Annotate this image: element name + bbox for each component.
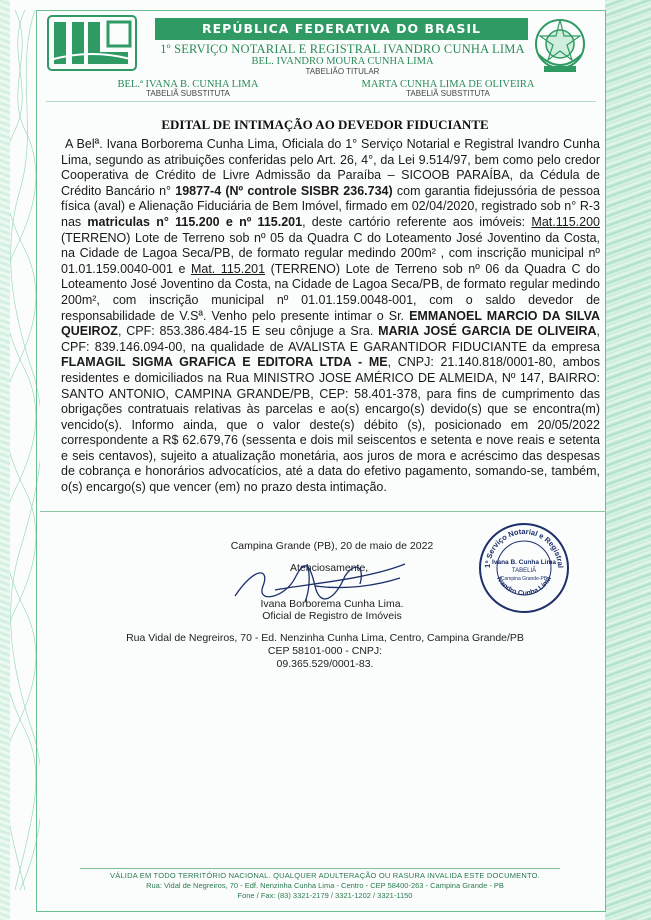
security-border-left [0,0,10,920]
body-text-segment: (TERRENO) Lote de Terreno sob nº 05 da Quadra C do Loteamento José Joventino da Costa, na Cidade de Lagoa Seca/PB, de formato regular medindo 200m² , com inscrição municipal nº 01.01.159.0040-001 e [61,230,600,276]
body-text-segment: , deste cartório referente aos imóveis: [302,214,526,229]
substitute-right-name: MARTA CUNHA LIMA DE OLIVEIRA [361,79,535,90]
footer-phone: Fone / Fax: (83) 3321-2179 / 3321-1202 / 3321-1150 [237,891,413,900]
stamp-bottom-text: Ivandro Cunha Lima [495,575,553,598]
republic-banner: REPÚBLICA FEDERATIVA DO BRASIL [155,18,528,40]
document-body [61,137,600,496]
office-cnpj-number: 09.365.529/0001-83. [276,658,374,670]
substitute-right-role: TABELIÃ SUBSTITUTA [406,89,490,98]
spouse-name: MARIA JOSÉ GARCIA DE OLIVEIRA [378,324,597,339]
body-text-segment: A Belª. Ivana Borborema Cunha Lima, Oficiala do 1° Serviço Notarial e Registral Ivandro Cunha Lima, segundo as atribuições conferidas pelo Art. 26, 4°, da Lei 9.514/97, bem como pelo credor Cooperativa de Crédito de Livre Admissão da Paraíba – SICOOB PARAÍBA, da Cédula de Crédito Bancário n° [61,137,600,198]
stamp-top-text: 1º Serviço Notarial e Registral [482,526,566,569]
office-cep-cnpj: CEP 58101-000 - CNPJ: [267,645,383,657]
stamp-name: Ivana B. Cunha Lima [492,559,556,566]
body-text-segment: , CNPJ: 21.140.818/0001-80, ambos residentes e domiciliados na Rua MINISTRO JOSE AMÉRICO DE ALMEIDA, Nº 147, BAIRRO: SANTO ANTONIO, CAMPINA GRANDE/PB, CEP: 58.401-378, para fins de cumprimento das obrigações contratuais relativas às parcelas e ao(s) encargo(s) devido(s) que se encontra(m) vencido(s). Informo ainda, que o valor deste(s) débito (s), posicionado em 20/05/2022 correspondente a R$ 62.679,76 (sessenta e dois mil seiscentos e setenta e nove reais e setenta e seis centavos), sujeito a atualização monetária, aos juros de mora e acréscimo das despesas de cobrança e honorários advocatícios, até a data do efetivo pagamento, somando-se, também, o(s) encargo(s) que vencer (em) no prazo desta intimação. [61,355,600,495]
registry-ref-115200: Mat.115.200 [531,214,600,229]
office-name: 1º SERVIÇO NOTARIAL E REGISTRAL IVANDRO CUNHA LIMA [160,42,525,56]
security-border-right [605,0,651,920]
brazil-coat-of-arms-icon [530,14,590,76]
document-title: EDITAL DE INTIMAÇÃO AO DEVEDOR FIDUCIANTE [161,117,489,132]
substitute-right [348,79,548,98]
footer-address: Rua: Vidal de Negreiros, 70 - Edf. Nenzinha Cunha Lima - Centro - CEP 58400-263 - Campina Grande - PB [146,881,504,890]
header-divider [46,101,596,102]
signer-name: Ivana Borborema Cunha Lima. [260,598,404,610]
substitute-left-name: BEL.ª IVANA B. CUNHA LIMA [117,79,259,90]
signer-role: Oficial de Registro de Imóveis [262,610,402,622]
substitute-left-role: TABELIÃ SUBSTITUTA [146,89,230,98]
body-text-segment: (TERRENO) Lote de Terreno sob nº 06 da Quadra C do Loteamento José Joventino da Costa, na Cidade de Lagoa Seca/PB, de formato regular medindo 200m², com inscrição municipal nº 01.01.159.0048-001, com o saldo devedor de responsabilidade de V.Sª. Venho pelo presente intimar o Sr. [61,261,600,323]
footer-divider [80,868,560,869]
body-text-segment: , CPF: 839.146.094-00, na qualidade de AVALISTA E GARANTIDOR FIDUCIANTE da empresa [61,324,601,354]
place-date: Campina Grande (PB), 20 de maio de 2022 [230,540,434,552]
notary-logo-icon [46,14,138,72]
body-text-segment: com garantia fidejussória de pessoa física (aval) e Alienação Fiduciária de Bem Imóvel, firmado em 02/04/2020, registrado sob n° R-3 nas [61,183,600,229]
body-text-segment: , CPF: 853.386.484-15 E seu cônjuge a Sra. [117,324,374,339]
validity-notice: VÁLIDA EM TODO TERRITÓRIO NACIONAL. QUALQUER ADULTERAÇÃO OU RASURA INVALIDA ESTE DOCUMENTO. [110,871,540,880]
stamp-role: TABELIÃ [511,568,537,574]
debtor-name: EMMANOEL MARCIO DA SILVA QUEIROZ [61,308,601,339]
registry-numbers: matriculas n° 115.200 e nº 115.201 [87,214,303,229]
registry-ref-115201: Mat. 115.201 [190,261,266,276]
closing-greeting: Atenciosamente, [290,562,369,574]
credit-note-number: 19877-4 (Nº controle SISBR 236.734) [175,183,393,198]
office-address: Rua Vidal de Negreiros, 70 - Ed. Nenzinha Cunha Lima, Centro, Campina Grande/PB [126,632,524,644]
substitute-left [98,79,278,98]
holder-name: BEL. IVANDRO MOURA CUNHA LIMA [251,56,434,67]
body-divider [40,511,606,512]
notary-stamp-icon [476,520,572,616]
stamp-city: Campina Grande-PB [500,576,548,582]
holder-role: TABELIÃO TITULAR [305,67,380,76]
company-name: FLAMAGIL SIGMA GRAFICA E EDITORA LTDA - ME [61,355,388,370]
